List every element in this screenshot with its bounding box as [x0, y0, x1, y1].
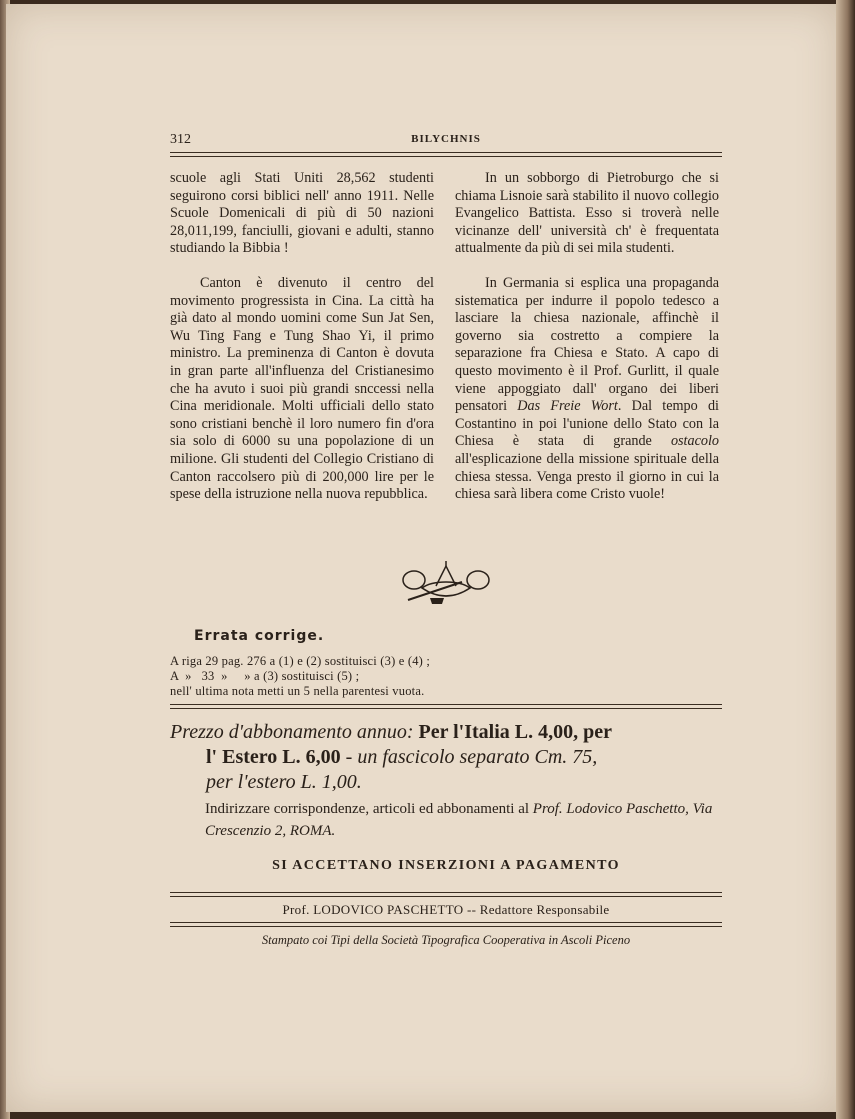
price-italy: Per l'Italia L. 4,00, per [418, 721, 613, 743]
page-number: 312 [170, 132, 191, 147]
lamp-ornament-icon [400, 560, 492, 608]
editor-rule-top [170, 892, 722, 897]
price-dash: - [340, 746, 358, 768]
price-line-2 [170, 745, 730, 770]
right-column [455, 170, 719, 521]
correspondence-address [205, 798, 725, 842]
price-single: un fascicolo separato Cm. 75, [357, 746, 598, 768]
paragraph-petersburg: In un sobborgo di Pietroburgo che si chiama Lisnoie sarà stabilito il nuovo collegio Evangelico Battista. Esso si troverà nelle vicinanze dell' università ch' è frequentata attualmente da più di sei mila studenti. [455, 170, 719, 257]
paragraph-students: scuole agli Stati Uniti 28,562 studenti seguirono corsi biblici nell' anno 1911. Nelle Scuole Domenicali di più di 50 nazioni 28,011,199, fanciulli, giovani e adulti, stanno studiando la Bibbia ! [170, 170, 434, 257]
header-rule [170, 152, 722, 157]
price-single-abroad: per l'estero L. 1,00. [206, 771, 362, 793]
left-column [170, 170, 434, 521]
editor-line: Prof. LODOVICO PASCHETTO -- Redattore Responsabile [282, 902, 610, 917]
printer-line: Stampato coi Tipi della Società Tipografica Cooperativa in Ascoli Piceno [261, 933, 631, 947]
errata-line-2: A » 33 » » a (3) sostituisci (5) ; [170, 669, 360, 683]
address-text: Indirizzare corrispondenze, articoli ed abbonamenti al [205, 801, 530, 817]
subscription-price [170, 720, 730, 795]
ostacolo-word: ostacolo [670, 433, 720, 450]
errata-line-1: A riga 29 pag. 276 a (1) e (2) sostituisci (3) e (4) ; [170, 654, 431, 668]
germany-text-3: all'esplicazione della missione spirituale della chiesa stessa. Venga presto il giorno in cui la chiesa sarà libera come Cristo vuole! [455, 450, 719, 503]
germany-text-2: . Dal tempo di Costantino in poi l'unione dello Stato con la Chiesa è stata di grande [455, 398, 719, 450]
germany-text-1: In Germania si esplica una propaganda sistematica per indurre il popolo tedesco a lasciare la chiesa nazionale, affinchè il governo sia costretto a compiere la separazione fra Chiesa e Stato. A capo di questo movimento è il Prof. Gurlitt, il quale viene appoggiato dall' organo dei liberi pensatori [455, 274, 719, 415]
paragraph-canton: Canton è divenuto il centro del movimento progressista in Cina. La città ha già dato al mondo uomini come Sun Jat Sen, Wu Ting Fang e Tung Shao Yi, il primo ministro. La preminenza di Canton è dovuta in gran parte all'influenza del Cristianesimo che ha avuto i suoi più grandi snccessi nella Cina meridionale. Molti ufficiali dello stato sono cristiani benchè il loro numero fin d'ora sia solo di 6000 su una popolazione di un milione. Gli studenti del Collegio Cristiano di Canton raccolsero più di 200,000 lire per le spese della istruzione nella nuova repubblica. [170, 274, 434, 503]
das-freie-wort: Das Freie Wort [517, 398, 618, 415]
address-name: Prof. Lodovico Paschetto, Via Crescenzio 2, ROMA. [205, 801, 713, 839]
insertions-notice: SI ACCETTANO INSERZIONI A PAGAMENTO [272, 858, 620, 873]
price-abroad: l' Estero L. 6,00 [206, 746, 341, 768]
journal-title: BILYCHNIS [411, 133, 481, 145]
errata-rule [170, 704, 722, 709]
running-header [170, 132, 722, 150]
price-lead: Prezzo d'abbonamento annuo: [170, 721, 414, 743]
book-edge-right [836, 0, 855, 1119]
editor-rule-bottom [170, 922, 722, 927]
errata-line-3: nell' ultima nota metti un 5 nella parentesi vuota. [170, 684, 425, 698]
paragraph-germany [455, 275, 719, 504]
errata-title: Errata corrige. [194, 628, 325, 644]
